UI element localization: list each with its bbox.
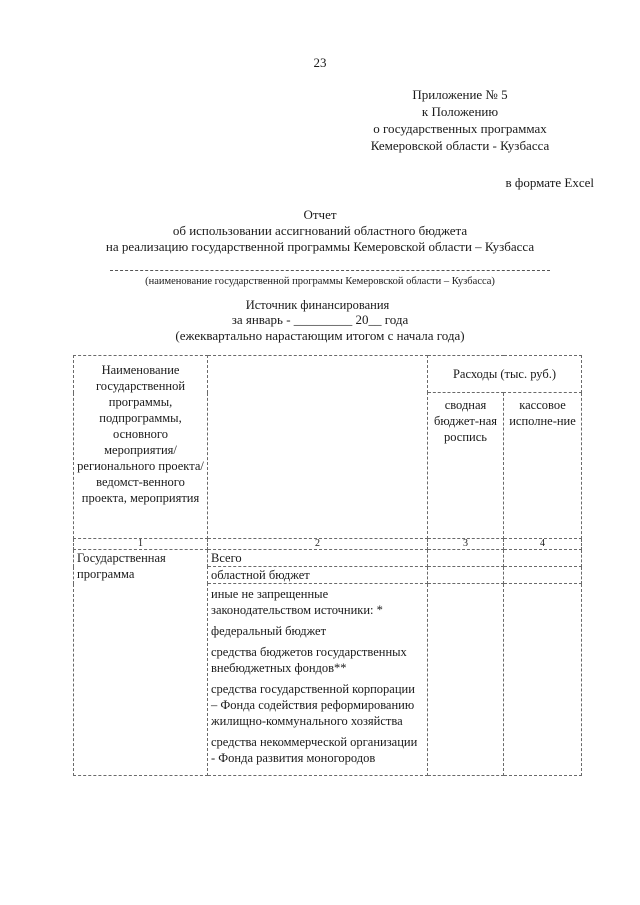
source-housing-fund: средства государственной корпорации – Фонда содействия реформированию жилищно-коммунального хозяйства: [211, 682, 415, 728]
title-line-1: Отчет: [303, 207, 337, 222]
cell-total-budget: [428, 550, 504, 567]
page-number: 23: [313, 55, 327, 70]
source-total: Всего: [208, 550, 428, 567]
cell-regional-budget: [428, 567, 504, 584]
header-source-label: Источник финансирования: [245, 298, 390, 312]
source-federal: федеральный бюджет: [211, 624, 327, 638]
cell-other-cash: [504, 584, 582, 776]
period-line-1: за январь - _________ 20__ года: [231, 312, 409, 327]
appendix-line-4: Кемеровской области - Кузбасса: [370, 138, 550, 153]
source-regional: областной бюджет: [208, 567, 428, 584]
source-other-list: [208, 584, 428, 776]
source-extrabudget-funds: средства бюджетов государственных внебюджетных фондов**: [211, 645, 407, 675]
format-note: в формате Excel: [505, 175, 594, 190]
report-period: [0, 312, 640, 344]
cell-total-cash: [504, 550, 582, 567]
appendix-line-2: к Положению: [421, 104, 499, 119]
appendix-line-1: Приложение № 5: [412, 87, 508, 102]
column-number-3: 3: [428, 539, 504, 550]
header-expenses: Расходы (тыс. руб.): [428, 356, 582, 393]
header-cash: кассовое исполне-ние: [504, 393, 582, 539]
appendix-header: [330, 86, 590, 154]
column-number-4: 4: [504, 539, 582, 550]
column-number-2: 2: [208, 539, 428, 550]
period-line-2: (ежеквартально нарастающим итогом с начала года): [175, 328, 465, 343]
cell-other-budget: [428, 584, 504, 776]
cell-regional-cash: [504, 567, 582, 584]
report-title: [0, 207, 640, 255]
column-numbers-row: [74, 539, 582, 550]
program-name-hint: (наименование государственной программы Кемеровской области – Кузбасса): [145, 276, 495, 287]
table-row-total: [74, 550, 582, 567]
program-name-line: [110, 270, 550, 271]
source-other: иные не запрещенные законодательством источники: *: [211, 587, 383, 617]
source-monotown-fund: средства некоммерческой организации - Фонда развития моногородов: [211, 735, 418, 765]
column-number-1: 1: [74, 539, 208, 550]
title-line-2: об использовании ассигнований областного бюджета: [172, 223, 468, 238]
appendix-line-3: о государственных программах: [373, 121, 547, 136]
program-name-cell: Государственная программа: [74, 550, 208, 776]
title-line-3: на реализацию государственной программы Кемеровской области – Кузбасса: [105, 239, 535, 254]
header-name: Наименование государственной программы, подпрограммы, основного мероприятия/ регионального проекта/ведомст-венного проекта, мероприятия: [74, 356, 208, 539]
header-budget: сводная бюджет-ная роспись: [428, 393, 504, 539]
